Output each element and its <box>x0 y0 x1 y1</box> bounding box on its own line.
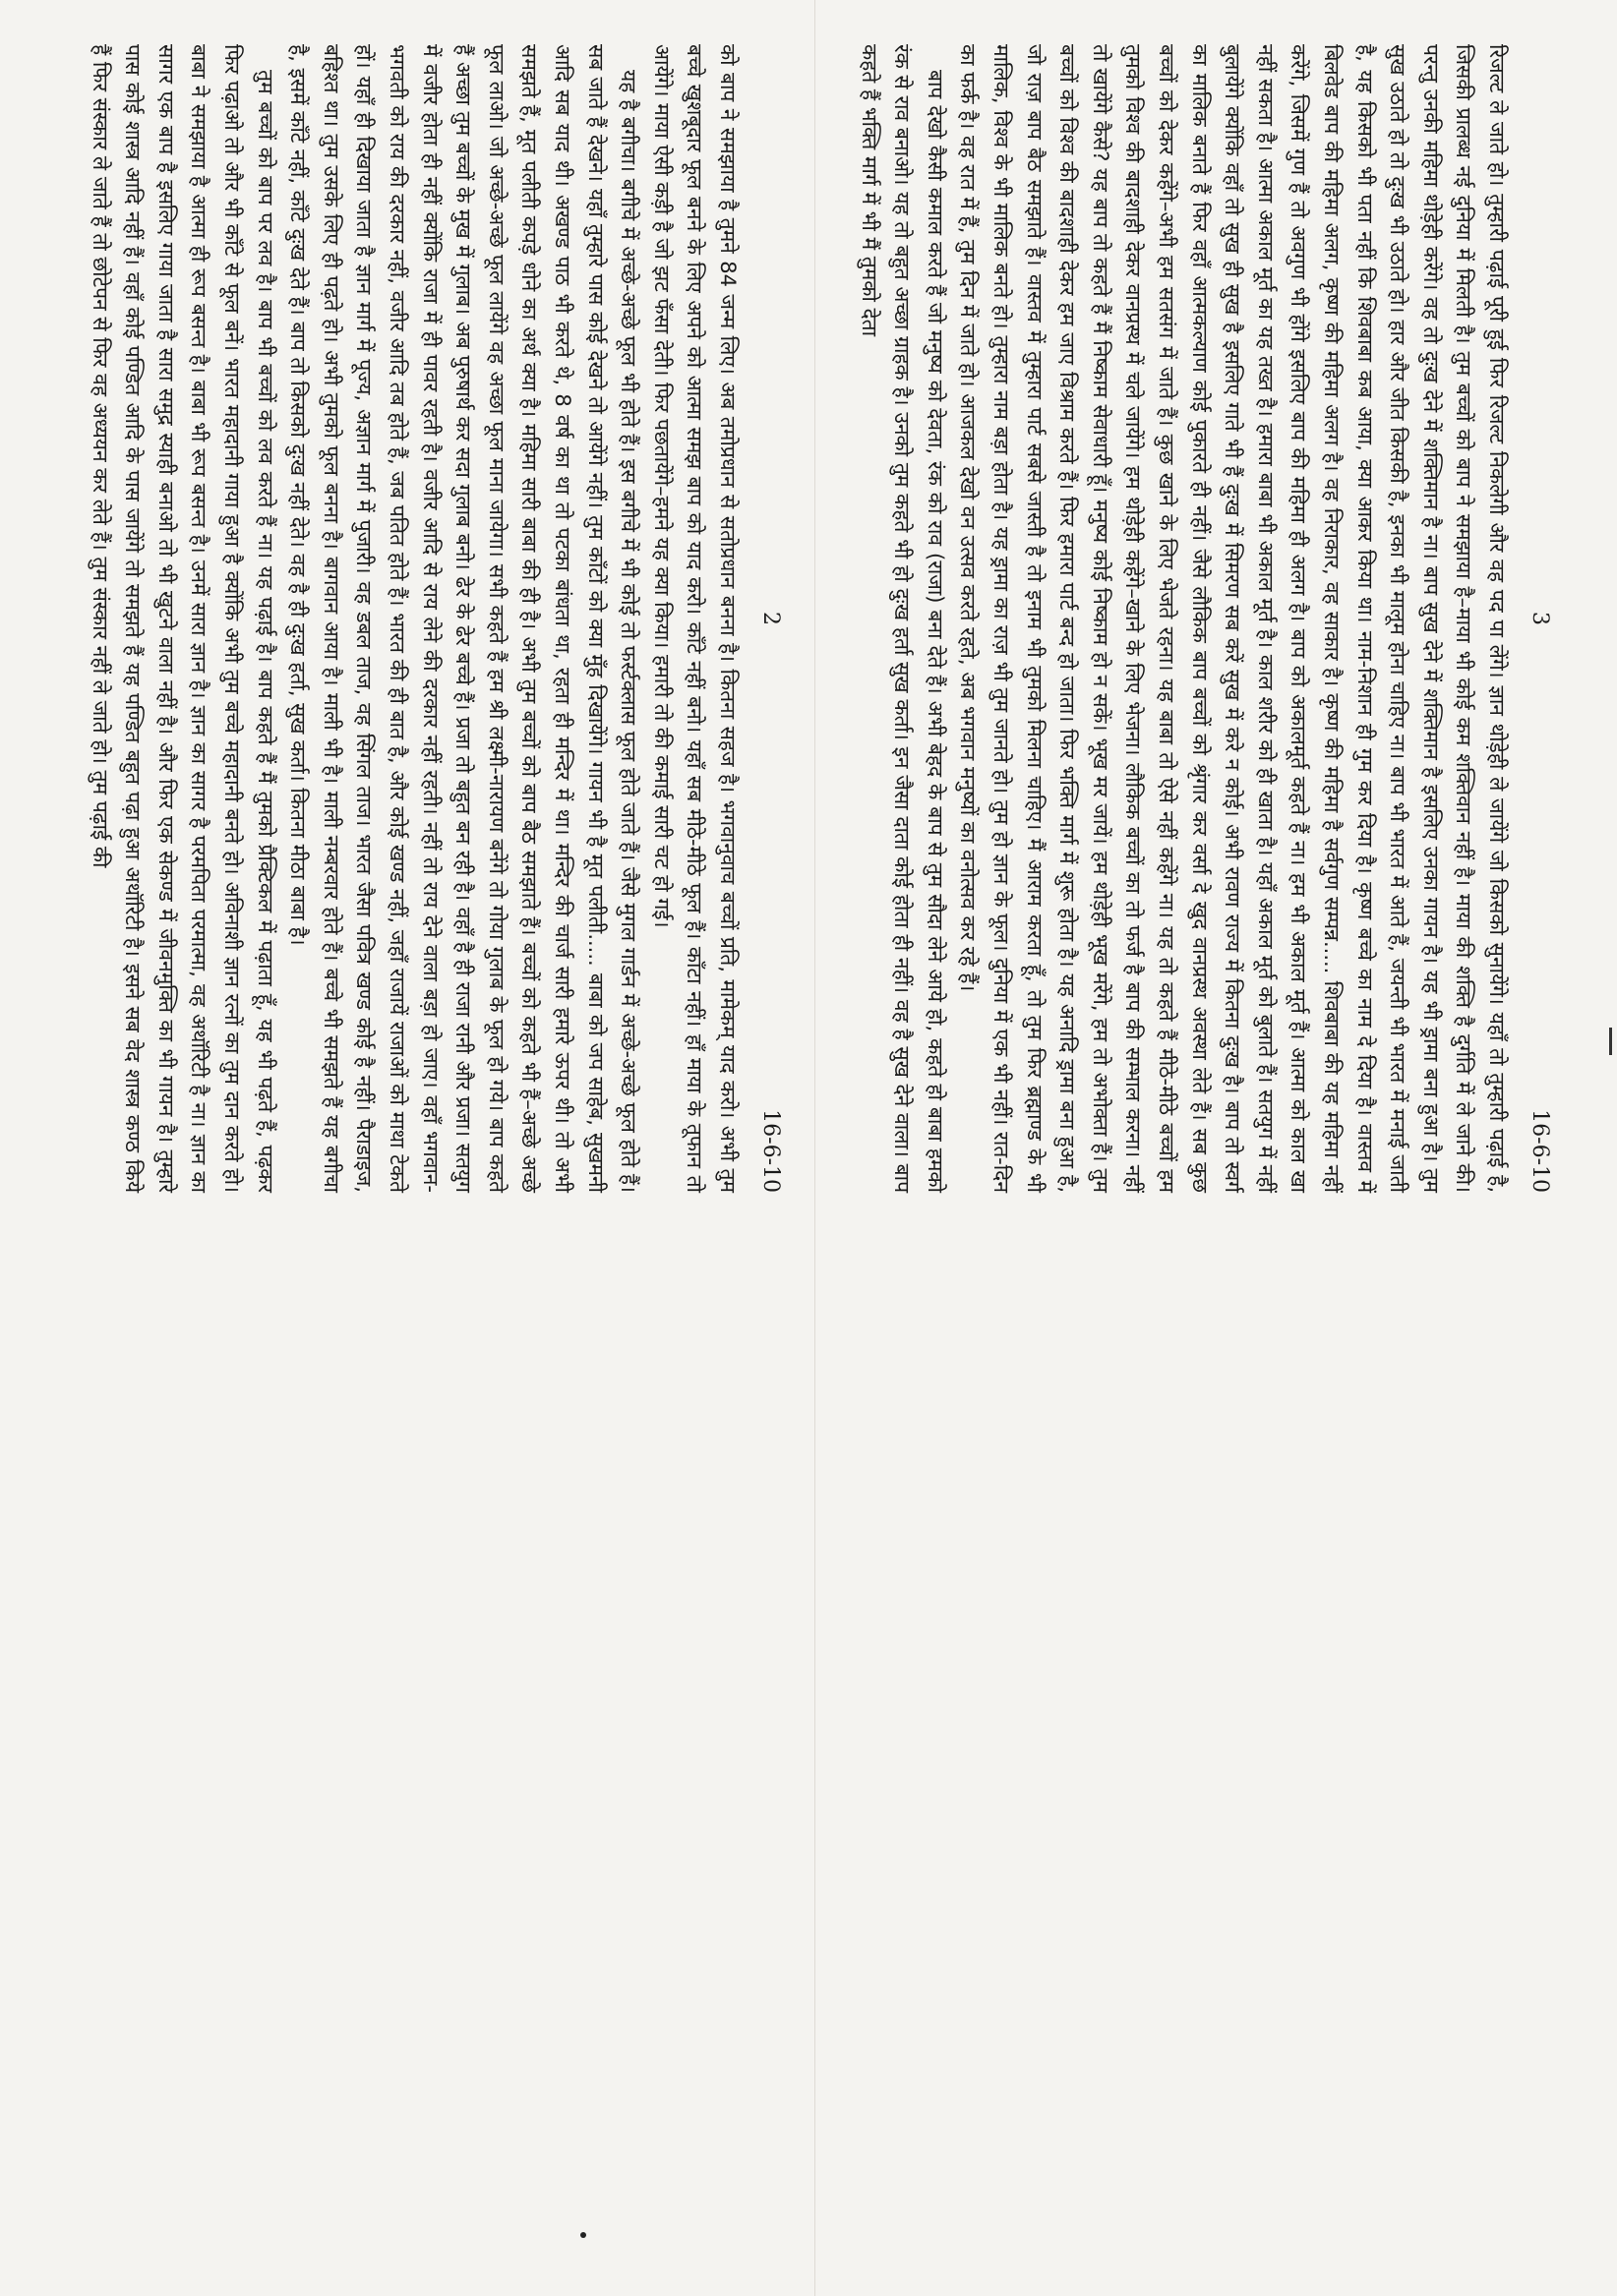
page-fold-line <box>814 0 815 2296</box>
page-number: 3 <box>1527 612 1552 625</box>
paragraph: तुम बच्चों को बाप पर लव है। बाप भी बच्चों को लव करते हैं ना। यह पढ़ाई है। बाप कहते हैं मैं तुमको प्रैक्टिकल में पढ़ाता हूँ, यह भी पढ़ते हैं, पढ़कर फिर पढ़ाओ तो और भी काँटे से फूल बनें। भारत महादानी गाया हुआ है क्योंकि अभी तुम बच्चे महादानी बनते हो। अविनाशी ज्ञान रत्नों का तुम दान करते हो। बाबा ने समझाया है आत्मा ही रूप बसन्त है। बाबा भी रूप बसन्त है। उनमें सारा ज्ञान है। ज्ञान का सागर है परमपिता परमात्मा, वह अथॉरिटी है ना। ज्ञान का सागर एक बाप है इसलिए गाया जाता है सारा समुद्र स्याही बनाओ तो भी खुटने वाला नहीं है। और फिर एक सेकण्ड में जीवनमुक्ति का भी गायन है। तुम्हारे पास कोई शास्त्र आदि नहीं हैं। वहाँ कोई पण्डित आदि के पास जायेंगे तो समझते हैं यह पण्डित बहुत पढ़ा हुआ अथॉरिटी है। इसने सब वेद शास्त्र कण्ठ किये हैं फिर संस्कार ले जाते हैं तो छोटेपन से फिर वह अध्ययन कर लेते हैं। तुम संस्कार नहीं ले जाते हो। तुम पढ़ाई की <box>88 44 277 1193</box>
page-date: 16-6-10 <box>758 1109 783 1193</box>
page-left <box>88 44 787 1193</box>
paragraph: को बाप ने समझाया है तुमने 84 जन्म लिए। अब तमोप्रधान से सतोप्रधान बनना है। कितना सहज है। भगवानुवाच बच्चों प्रति, मामेकम् याद करो। अभी तुम बच्चे खुशबूदार फूल बनने के लिए अपने को आत्मा समझ बाप को याद करो। काँटे नहीं बनो। यहाँ सब मीठे-मीठे फूल हैं। काँटा नहीं। हाँ माया के तूफान तो आयेंगे। माया ऐसी कड़ी है जो झट फँसा देती। फिर पछतायेंगे–हमने यह क्या किया। हमारी तो की कमाई सारी चट हो गई। <box>649 44 740 1193</box>
paragraph: रिजल्ट ले जाते हो। तुम्हारी पढ़ाई पूरी हुई फिर रिजल्ट निकलेगी और वह पद पा लेंगे। ज्ञान थोड़ेही ले जायेंगे जो किसको सुनायेंगे। यहाँ तो तुम्हारी पढ़ाई है, जिसकी प्रालब्ध नई दुनिया में मिलती है। तुम बच्चों को बाप ने समझाया है–माया भी कोई कम शक्तिवान नहीं है। माया की शक्ति है दुर्गति में ले जाने की। परन्तु उनकी महिमा थोड़ेही करेंगे। वह तो दुःख देने में शक्तिमान है ना। बाप सुख देने में शक्तिमान है इसलिए उनका गायन है। यह भी ड्रामा बना हुआ है। तुम सुख उठाते हो तो दुःख भी उठाते हो। हार और जीत किसकी है, इनका भी मालूम होना चाहिए ना। बाप भी भारत में आते हैं, जयन्ती भी भारत में मनाई जाती है, यह किसको भी पता नहीं कि शिवबाबा कब आया, क्या आकर किया था। नाम-निशान ही गुम कर दिया है। कृष्ण बच्चे का नाम दे दिया है। वास्तव में बिलवेड बाप की महिमा अलग, कृष्ण की महिमा अलग है। वह निराकार, वह साकार है। कृष्ण की महिमा है सर्वगुण सम्पन्न..... शिवबाबा की यह महिमा नहीं करेंगे, जिसमें गुण हैं तो अवगुण भी होंगे इसलिए बाप की महिमा ही अलग है। बाप को अकालमूर्त कहते हैं ना। हम भी अकाल मूर्त हैं। आत्मा को काल खा नहीं सकता है। आत्मा अकाल मूर्त का यह तख्त है। हमारा बाबा भी अकाल मूर्त है। काल शरीर को ही खाता है। यहाँ अकाल मूर्त को बुलाते हैं। सतयुग में नहीं बुलायेंगे क्योंकि वहाँ तो सुख ही सुख है इसलिए गाते भी हैं दुःख में सिमरण सब करें सुख में करे न कोई। अभी रावण राज्य में कितना दुःख है। बाप तो स्वर्ग का मालिक बनाते हैं फिर वहाँ आत्मकल्याण कोई पुकारते ही नहीं। जैसे लौकिक बाप बच्चों को श्रृंगार कर वर्सा दे खुद वानप्रस्थ अवस्था लेते हैं। सब कुछ बच्चों को देकर कहेंगे–अभी हम सतसंग में जाते हैं। कुछ खाने के लिए भेजते रहना। यह बाबा तो ऐसे नहीं कहेंगे ना। यह तो कहते हैं मीठे-मीठे बच्चों हम तुमको विश्व की बादशाही देकर वानप्रस्थ में चले जायेंगे। हम थोड़ेही कहेंगे–खाने के लिए भेजना। लौकिक बच्चों का तो फर्ज है बाप की सम्भाल करना। नहीं तो खायेंगे कैसे? यह बाप तो कहते हैं मैं निष्काम सेवाधारी हूँ। मनुष्य कोई निष्काम हो न सकें। भूख मर जायें। हम थोड़ेही भूख मरेंगे, हम तो अभोक्ता हैं। तुम बच्चों को विश्व की बादशाही देकर हम जाए विश्राम करते हैं। फिर हमारा पार्ट बन्द हो जाता। फिर भक्ति मार्ग में शुरू होता है। यह अनादि ड्रामा बना हुआ है, जो राज़ बाप बैठ समझाते हैं। वास्तव में तुम्हारा पार्ट सबसे जास्ती है तो इनाम भी तुमको मिलना चाहिए। मैं आराम करता हूँ, तो तुम फिर ब्रह्माण्ड के भी मालिक, विश्व के भी मालिक बनते हो। तुम्हारा नाम बड़ा होता है। यह ड्रामा का राज़ भी तुम जानते हो। तुम हो ज्ञान के फूल। दुनिया में एक भी नहीं। रात-दिन का फर्क है। वह रात में हैं, तुम दिन में जाते हो। आजकल देखो वन उत्सव करते रहते, अब भगवान मनुष्यों का वनोत्सव कर रहे हैं। <box>956 44 1509 1193</box>
page-header <box>1513 44 1556 1193</box>
page-number: 2 <box>758 612 783 625</box>
page-right <box>857 44 1556 1193</box>
page-header <box>744 44 787 1193</box>
page-date: 16-6-10 <box>1527 1109 1552 1193</box>
paragraph: बाप देखो कैसी कमाल करते हैं जो मनुष्य को देवता, रंक को राव (राजा) बना देते हैं। अभी बेहद के बाप से तुम सौदा लेने आये हो, कहते हो बाबा हमको रंक से राव बनाओ। यह तो बहुत अच्छा ग्राहक है। उनको तुम कहते भी हो दुःख हर्ता सुख कर्ता। इन जैसा दाता कोई होता ही नहीं। वह है सुख देने वाला। बाप कहते हैं भक्ति मार्ग में भी मैं तुमको देता <box>857 44 947 1193</box>
staple-mark <box>1609 1028 1612 1055</box>
ink-dot <box>580 2232 586 2238</box>
paragraph: यह है बगीचा। बगीचे में अच्छे-अच्छे फूल भी होते हैं। इस बगीचे में भी कोई तो फर्स्टक्लास फूल होते जाते हैं। जैसे मुगल गार्डन में अच्छे-अच्छे फूल होते हैं। सब जाते हैं देखने। यहाँ तुम्हारे पास कोई देखने तो आयेंगे नहीं। तुम काँटों को क्या मुँह दिखायेंगे। गायन भी है मूत पलीती..... बाबा को जप साहेब, सुखमनी आदि सब याद थी। अखण्ड पाठ भी करते थे, 8 वर्ष का था तो पटका बांधता था, रहता ही मन्दिर में था। मन्दिर की चार्ज सारी हमारे ऊपर थी। तो अभी समझते हैं, मूत पलीती कपड़े धोने का अर्थ क्या है। महिमा सारी बाबा की ही है। अभी तुम बच्चों को बाप बैठ समझाते हैं। बच्चों को कहते भी हैं–अच्छे अच्छे फूल लाओ। जो अच्छे-अच्छे फूल लायेंगे वह अच्छा फूल माना जायेगा। सभी कहते हैं हम श्री लक्ष्मी-नारायण बनेंगे तो गोया गुलाब के फूल हो गये। बाप कहते हैं अच्छा तुम बच्चों के मुख में गुलाब। अब पुरुषार्थ कर सदा गुलाब बनो। ढेर के ढेर बच्चे हैं। प्रजा तो बहुत बन रही है। वहाँ है ही राजा रानी और प्रजा। सतयुग में वजीर होता ही नहीं क्योंकि राजा में ही पावर रहती है। वजीर आदि से राय लेने की दरकार नहीं रहती। नहीं तो राय देने वाला बड़ा हो जाए। वहाँ भगवान-भगवती को राय की दरकार नहीं, वजीर आदि तब होते हैं, जब पतित होते हैं। भारत की ही बात है, और कोई खण्ड नहीं, जहाँ राजायें राजाओं को माथा टेकते हों। यहाँ ही दिखाया जाता है ज्ञान मार्ग में पूज्य, अज्ञान मार्ग में पुजारी। वह डबल ताज, वह सिंगल ताज। भारत जैसा पवित्र खण्ड कोई है नहीं। पैराडाइज, बहिश्त था। तुम उसके लिए ही पढ़ते हो। अभी तुमको फूल बनना है। बागवान आया है। माली भी है। माली नम्बरवार होते हैं। बच्चे भी समझते हैं यह बगीचा है, इसमें काँटे नहीं, काँटे दुःख देते हैं। बाप तो किसको दुःख नहीं देते। वह है ही दुःख हर्ता, सुख कर्ता। कितना मीठा बाबा है। <box>286 44 641 1193</box>
